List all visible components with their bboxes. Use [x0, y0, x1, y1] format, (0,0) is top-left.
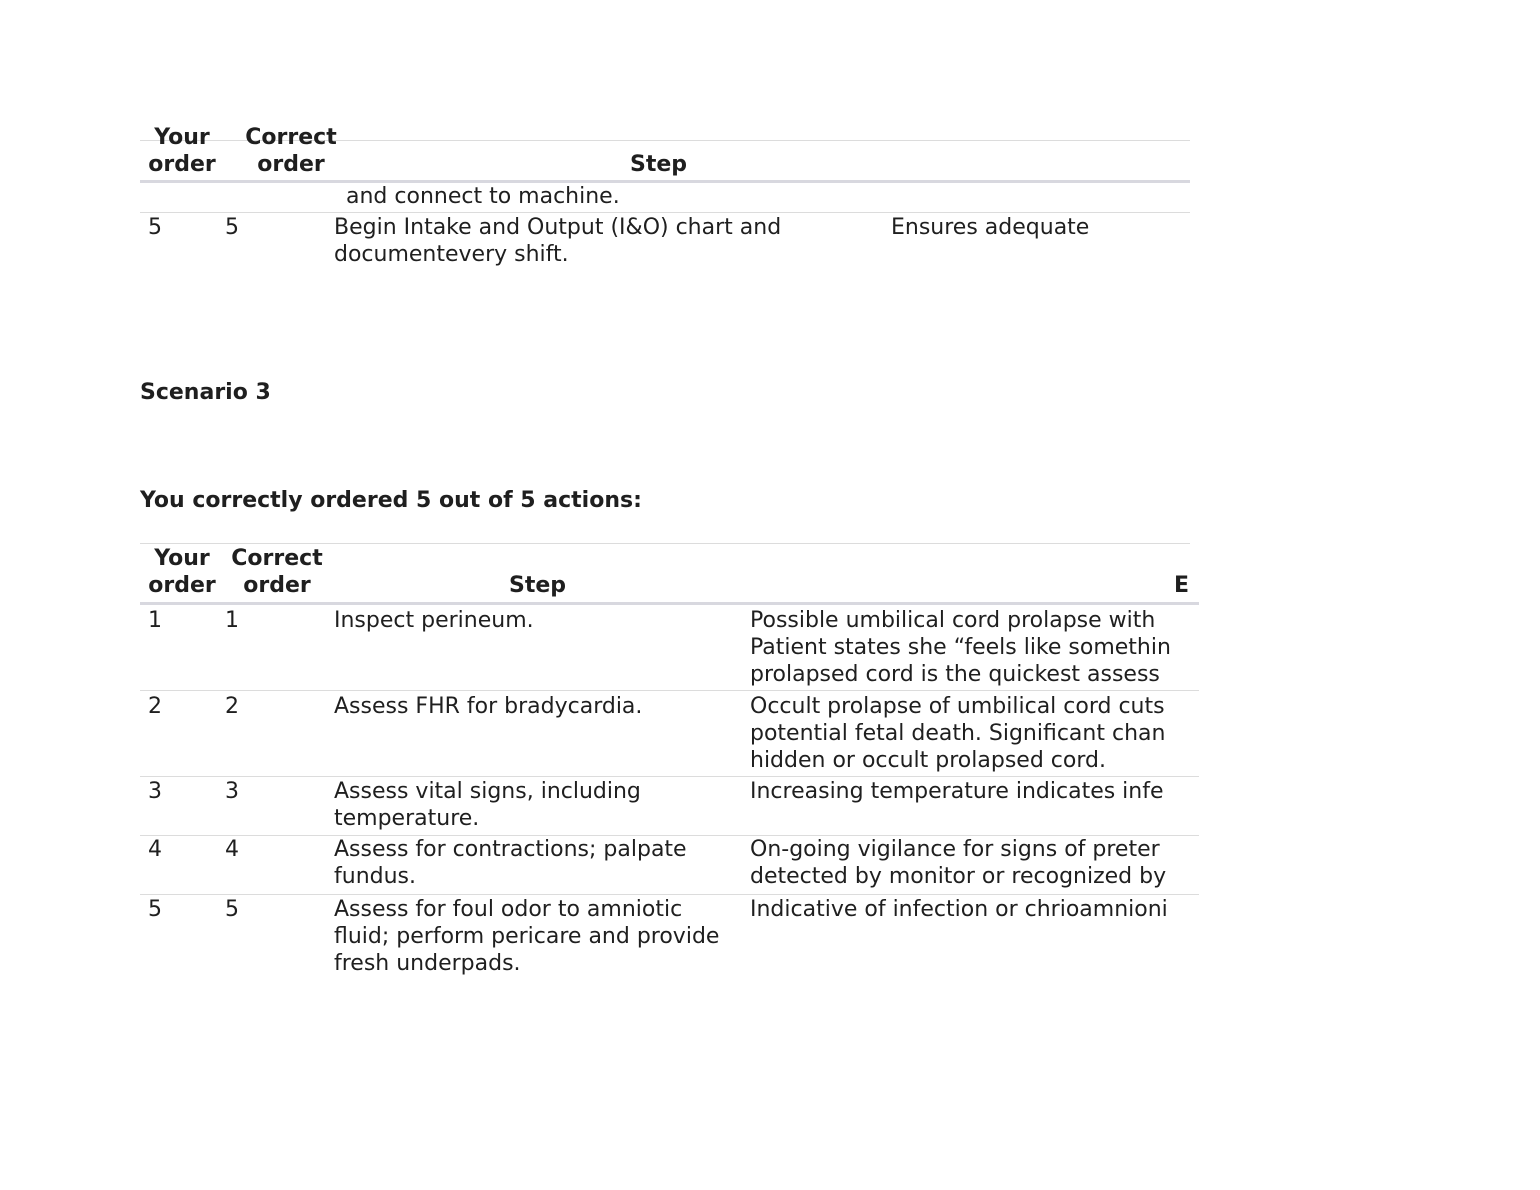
table2-row-2-your-order: 2 — [148, 694, 162, 719]
table2-row-2-rule — [140, 776, 1199, 777]
table1-row-explanation: Ensures adequate — [891, 215, 1090, 240]
table2-row-5-correct-order: 5 — [225, 897, 239, 922]
table2-row-1-step: Inspect perineum. — [334, 608, 534, 633]
table2-row-4-explanation: On-going vigilance for signs of preter detected by monitor or recognized by — [750, 837, 1167, 889]
table2-header-rule — [140, 602, 1199, 605]
table2-row-1-your-order: 1 — [148, 608, 162, 633]
table2-row-2-explanation: Occult prolapse of umbilical cord cuts potential fetal death. Significant chan hidden or occult prolapsed cord. — [750, 694, 1166, 773]
table2-header-explanation: E — [1174, 573, 1190, 598]
scenario-title: Scenario 3 — [140, 380, 271, 405]
table1-row-correct-order: 5 — [225, 215, 239, 240]
table2-row-5-your-order: 5 — [148, 897, 162, 922]
table1-header-rule — [140, 180, 1190, 183]
table2-row-3-your-order: 3 — [148, 779, 162, 804]
table1-header-correct-order: Correct order — [245, 125, 337, 177]
table2-row-1-rule — [140, 690, 1199, 691]
table1-header-your-order: Your order — [148, 125, 216, 177]
table1-row-step: Begin Intake and Output (I&O) chart and documentevery shift. — [334, 215, 782, 267]
table2-row-2-step: Assess FHR for bradycardia. — [334, 694, 643, 719]
table2-header-your-order: Your order — [148, 546, 216, 598]
table2-header-step: Step — [509, 573, 567, 598]
table1-row-your-order: 5 — [148, 215, 162, 240]
table2-row-1-explanation: Possible umbilical cord prolapse with Patient states she “feels like somethin prolapsed cord is the quickest assess — [750, 608, 1171, 687]
table2-row-4-rule — [140, 894, 1199, 895]
table2-row-3-explanation: Increasing temperature indicates infe — [750, 779, 1164, 804]
table2-row-1-correct-order: 1 — [225, 608, 239, 633]
table2-row-2-correct-order: 2 — [225, 694, 239, 719]
table2-row-3-step: Assess vital signs, including temperature. — [334, 779, 641, 831]
table2-row-4-step: Assess for contractions; palpate fundus. — [334, 837, 687, 889]
table2-header-correct-order: Correct order — [231, 546, 323, 598]
table2-row-4-correct-order: 4 — [225, 837, 239, 862]
table2-row-5-step: Assess for foul odor to amniotic fluid; perform pericare and provide fresh underpads. — [334, 897, 720, 976]
table2-row-3-correct-order: 3 — [225, 779, 239, 804]
summary-text: You correctly ordered 5 out of 5 actions: — [140, 488, 642, 513]
table2-row-4-your-order: 4 — [148, 837, 162, 862]
table2-row-5-explanation: Indicative of infection or chrioamnioni — [750, 897, 1168, 922]
table2-top-rule — [140, 543, 1190, 544]
table1-header-step: Step — [630, 152, 688, 177]
table1-continued-text: and connect to machine. — [346, 184, 620, 209]
table1-row-rule — [140, 212, 1190, 213]
